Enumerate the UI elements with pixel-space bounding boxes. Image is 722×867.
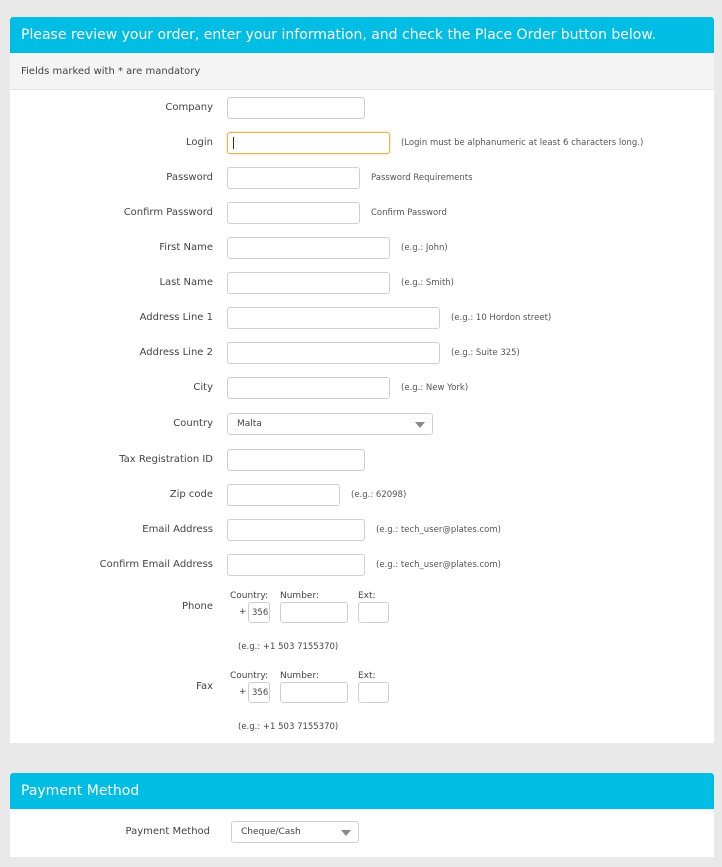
tax-id-label: Tax Registration ID	[119, 454, 213, 465]
address1-hint: (e.g.: 10 Hordon street)	[451, 313, 552, 323]
address2-input[interactable]	[227, 342, 440, 364]
confirm-password-hint: Confirm Password	[371, 208, 447, 218]
chevron-down-icon	[341, 830, 351, 836]
chevron-down-icon	[415, 422, 425, 428]
confirm-password-row	[10, 202, 714, 224]
confirm-email-label: Confirm Email Address	[99, 559, 213, 570]
tax-id-row	[10, 449, 714, 471]
company-label: Company	[165, 102, 213, 113]
login-row	[10, 132, 714, 154]
phone-plus-sign: +	[239, 607, 247, 617]
zip-hint: (e.g.: 62098)	[351, 490, 407, 500]
last-name-input[interactable]	[227, 272, 390, 294]
confirm-password-label: Confirm Password	[123, 207, 213, 218]
confirm-email-input[interactable]	[227, 554, 365, 576]
payment-method-row	[10, 821, 714, 843]
phone-number-label: Number:	[280, 591, 320, 601]
city-label: City	[193, 382, 213, 393]
payment-method-panel	[10, 773, 714, 857]
fax-number-input[interactable]	[280, 682, 348, 703]
email-input[interactable]	[227, 519, 365, 541]
zip-label: Zip code	[169, 489, 213, 500]
fax-example: (e.g.: +1 503 7155370)	[238, 722, 339, 732]
first-name-hint: (e.g.: John)	[401, 243, 448, 253]
address1-row	[10, 307, 714, 329]
country-label: Country	[173, 418, 213, 429]
address1-label: Address Line 1	[139, 312, 213, 323]
password-requirements-hint: Password Requirements	[371, 173, 473, 183]
first-name-label: First Name	[159, 242, 213, 253]
phone-number-input[interactable]	[280, 602, 348, 623]
company-row	[10, 97, 714, 119]
address2-hint: (e.g.: Suite 325)	[451, 348, 520, 358]
payment-method-select-value: Cheque/Cash	[241, 827, 301, 837]
fax-country-label: Country:	[230, 671, 269, 681]
tax-id-input[interactable]	[227, 449, 365, 471]
city-hint: (e.g.: New York)	[401, 383, 469, 393]
mandatory-note: Fields marked with * are mandatory	[10, 53, 714, 90]
password-input[interactable]	[227, 167, 360, 189]
zip-row	[10, 484, 714, 506]
first-name-row	[10, 237, 714, 259]
login-input[interactable]	[227, 132, 390, 154]
payment-method-select[interactable]	[231, 821, 359, 843]
phone-country-label: Country:	[230, 591, 269, 601]
city-input[interactable]	[227, 377, 390, 399]
payment-method-label: Payment Method	[125, 826, 210, 837]
password-row	[10, 167, 714, 189]
fax-label: Fax	[196, 681, 213, 692]
fax-plus-sign: +	[239, 687, 247, 697]
email-hint: (e.g.: tech_user@plates.com)	[376, 525, 501, 535]
fax-block	[10, 671, 714, 741]
phone-example: (e.g.: +1 503 7155370)	[238, 642, 339, 652]
password-label: Password	[166, 172, 213, 183]
phone-country-code-value: 356	[252, 607, 269, 618]
country-select-value: Malta	[237, 419, 262, 429]
last-name-hint: (e.g.: Smith)	[401, 278, 454, 288]
phone-ext-input[interactable]	[358, 602, 389, 623]
fax-country-code-value: 356	[252, 687, 269, 698]
confirm-password-input[interactable]	[227, 202, 360, 224]
address1-input[interactable]	[227, 307, 440, 329]
address2-label: Address Line 2	[139, 347, 213, 358]
company-input[interactable]	[227, 97, 365, 119]
phone-ext-label: Ext:	[358, 591, 376, 601]
last-name-label: Last Name	[159, 277, 213, 288]
text-caret	[233, 137, 234, 149]
phone-label: Phone	[182, 601, 213, 612]
last-name-row	[10, 272, 714, 294]
confirm-email-row	[10, 554, 714, 576]
email-row	[10, 519, 714, 541]
country-row	[10, 413, 714, 435]
fax-country-code-input[interactable]	[248, 682, 270, 703]
order-panel-header: Please review your order, enter your information, and check the Place Order button below.	[10, 17, 714, 53]
first-name-input[interactable]	[227, 237, 390, 259]
fax-ext-label: Ext:	[358, 671, 376, 681]
phone-country-code-input[interactable]	[248, 602, 270, 623]
address2-row	[10, 342, 714, 364]
fax-ext-input[interactable]	[358, 682, 389, 703]
login-label: Login	[186, 137, 213, 148]
phone-block	[10, 591, 714, 661]
login-hint: (Login must be alphanumeric at least 6 characters long.)	[401, 138, 644, 148]
email-label: Email Address	[142, 524, 213, 535]
city-row	[10, 377, 714, 399]
confirm-email-hint: (e.g.: tech_user@plates.com)	[376, 560, 501, 570]
payment-panel-header: Payment Method	[10, 773, 714, 809]
country-select[interactable]	[227, 413, 433, 435]
zip-input[interactable]	[227, 484, 340, 506]
order-form-panel	[10, 17, 714, 743]
fax-number-label: Number:	[280, 671, 320, 681]
